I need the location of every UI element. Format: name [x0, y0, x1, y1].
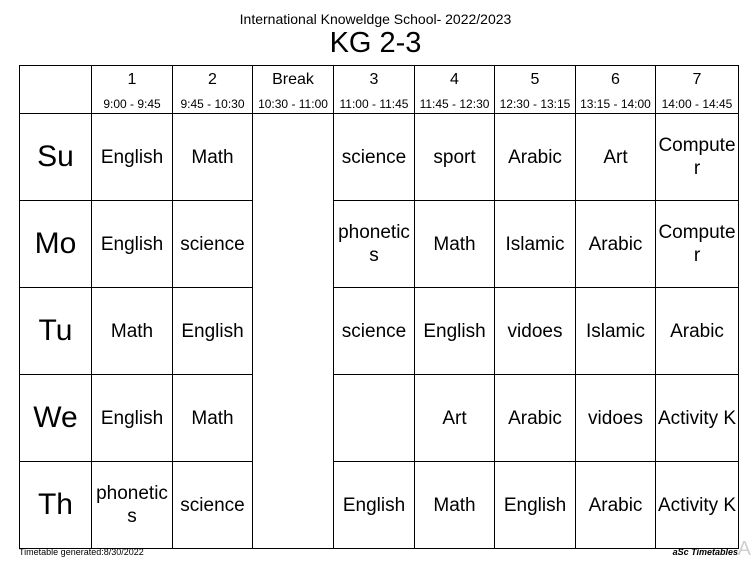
lesson-cell: science	[173, 462, 253, 549]
lesson-cell: Math	[415, 462, 495, 549]
day-row-mo	[20, 201, 739, 288]
period-number: 5	[530, 70, 540, 88]
brand-label: aSc Timetables	[672, 547, 738, 557]
period-header	[334, 66, 415, 114]
lesson-cell: phonetics	[92, 462, 173, 549]
lesson-cell: Arabic	[576, 201, 656, 288]
period-number: 1	[127, 70, 137, 88]
generated-date: Timetable generated:8/30/2022	[19, 547, 144, 557]
day-row-su	[20, 114, 739, 201]
period-time: 11:45 - 12:30	[419, 96, 490, 111]
period-header-row	[20, 66, 739, 114]
lesson-cell: Art	[415, 375, 495, 462]
lesson-cell: English	[495, 462, 576, 549]
period-time: 13:15 - 14:00	[580, 96, 651, 111]
lesson-cell: Activity K	[656, 375, 739, 462]
lesson-cell: Math	[92, 288, 173, 375]
lesson-cell: English	[92, 375, 173, 462]
lesson-cell: English	[92, 201, 173, 288]
period-time: 14:00 - 14:45	[661, 96, 733, 111]
day-label: We	[20, 375, 92, 462]
day-label: Tu	[20, 288, 92, 375]
day-label: Mo	[20, 201, 92, 288]
break-column	[253, 114, 334, 549]
lesson-cell: English	[92, 114, 173, 201]
period-number: 2	[208, 70, 217, 88]
lesson-cell: Math	[173, 375, 253, 462]
lesson-cell: Arabic	[495, 375, 576, 462]
period-number: 7	[692, 70, 702, 88]
period-time: 10:30 - 11:00	[258, 96, 328, 111]
lesson-cell: vidoes	[576, 375, 656, 462]
lesson-cell: science	[334, 288, 415, 375]
lesson-cell: Islamic	[576, 288, 656, 375]
period-header	[415, 66, 495, 114]
corner-mark: A	[737, 538, 751, 560]
lesson-cell: Arabic	[656, 288, 739, 375]
day-label: Su	[20, 114, 92, 201]
lesson-cell: English	[173, 288, 253, 375]
lesson-cell: English	[415, 288, 495, 375]
period-header	[576, 66, 656, 114]
lesson-cell: Activity K	[656, 462, 739, 549]
period-time: 9:45 - 10:30	[180, 96, 245, 111]
timetable	[19, 65, 739, 549]
school-title: International Knoweldge School- 2022/2023	[239, 11, 512, 27]
lesson-cell	[334, 375, 415, 462]
lesson-cell: science	[173, 201, 253, 288]
period-number: 4	[450, 70, 459, 88]
period-time: 9:00 - 9:45	[103, 96, 161, 111]
lesson-cell: Computer	[656, 201, 739, 288]
period-time: 12:30 - 13:15	[499, 96, 571, 111]
lesson-cell: English	[334, 462, 415, 549]
lesson-cell: science	[334, 114, 415, 201]
lesson-cell: Arabic	[495, 114, 576, 201]
lesson-cell: phonetics	[334, 201, 415, 288]
break-header	[253, 66, 334, 114]
period-number: 6	[611, 70, 620, 88]
period-header	[656, 66, 739, 114]
period-header	[495, 66, 576, 114]
period-header	[92, 66, 173, 114]
lesson-cell: vidoes	[495, 288, 576, 375]
period-number: 3	[369, 70, 379, 88]
lesson-cell: Islamic	[495, 201, 576, 288]
period-header	[173, 66, 253, 114]
lesson-cell: Arabic	[576, 462, 656, 549]
period-time: 11:00 - 11:45	[339, 96, 409, 111]
corner-cell	[20, 66, 92, 114]
lesson-cell: sport	[415, 114, 495, 201]
lesson-cell: Computer	[656, 114, 739, 201]
day-row-tu	[20, 288, 739, 375]
class-title: KG 2-3	[329, 27, 422, 59]
day-row-we	[20, 375, 739, 462]
period-number: Break	[272, 70, 314, 88]
day-label: Th	[20, 462, 92, 549]
day-row-th	[20, 462, 739, 549]
lesson-cell: Math	[415, 201, 495, 288]
lesson-cell: Art	[576, 114, 656, 201]
lesson-cell: Math	[173, 114, 253, 201]
